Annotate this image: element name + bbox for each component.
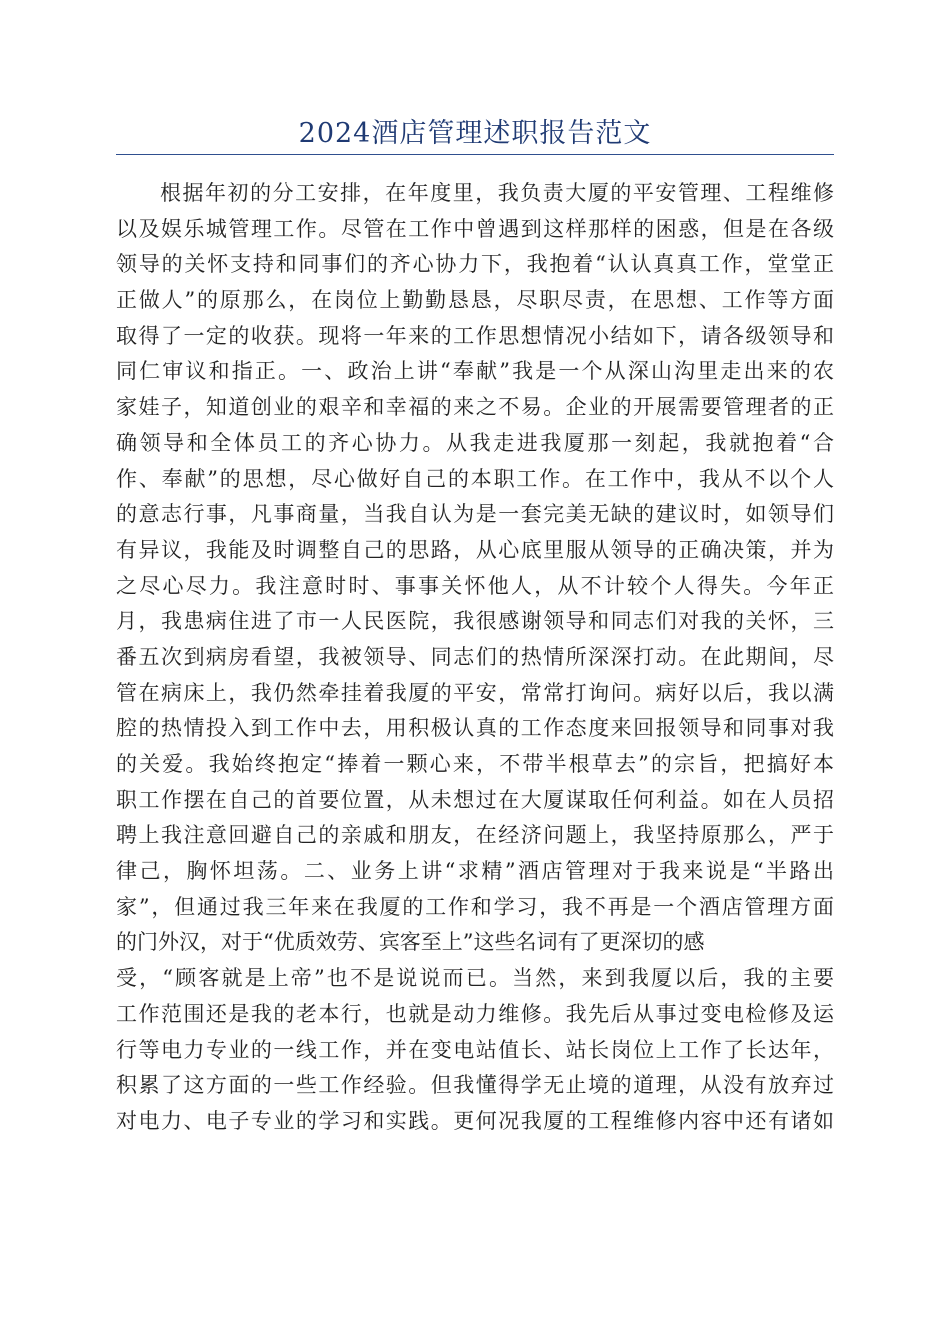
- body-line: 聘上我注意回避自己的亲戚和朋友，在经济问题上，我坚持原那么，严于: [116, 823, 834, 848]
- body-line: 腔的热情投入到工作中去，用积极认真的工作态度来回报领导和同事对我: [116, 716, 834, 741]
- body-line: 根据年初的分工安排，在年度里，我负责大厦的平安管理、工程维修: [160, 181, 834, 205]
- body-line: 番五次到病房看望，我被领导、同志们的热情所深深打动。在此期间，尽: [116, 644, 834, 669]
- body-line: 的意志行事，凡事商量，当我自认为是一套完美无缺的建议时，如领导们: [116, 502, 834, 527]
- body-line: 工作范围还是我的老本行，也就是动力维修。我先后从事过变电检修及运: [116, 1001, 834, 1026]
- body-line: 以及娱乐城管理工作。尽管在工作中曾遇到这样那样的困惑，但是在各级: [116, 216, 834, 241]
- body-line: 管在病床上，我仍然牵挂着我厦的平安，常常打询问。病好以后，我以满: [116, 680, 834, 705]
- body-line: 家”，但通过我三年来在我厦的工作和学习，我不再是一个酒店管理方面: [116, 894, 834, 919]
- document-title: 2024酒店管理述职报告范文: [298, 118, 652, 149]
- body-line: 月，我患病住进了市一人民医院，我很感谢领导和同志们对我的关怀，三: [116, 609, 834, 634]
- body-line: 正做人”的原那么，在岗位上勤勤恳恳，尽职尽责，在思想、工作等方面: [116, 288, 834, 313]
- body-line: 取得了一定的收获。现将一年来的工作思想情况小结如下，请各级领导和: [116, 323, 834, 348]
- body-line: 家娃子，知道创业的艰辛和幸福的来之不易。企业的开展需要管理者的正: [116, 395, 834, 420]
- body-line: 对电力、电子专业的学习和实践。更何况我厦的工程维修内容中还有诸如: [116, 1108, 834, 1133]
- body-line: 之尽心尽力。我注意时时、事事关怀他人，从不计较个人得失。今年正: [116, 573, 834, 598]
- body-line: 的门外汉，对于“优质效劳、宾客至上”这些名词有了更深切的感: [116, 930, 705, 955]
- body-line: 的关爱。我始终抱定“捧着一颗心来，不带半根草去”的宗旨，把搞好本: [116, 752, 834, 776]
- body-line: 有异议，我能及时调整自己的思路，从心底里服从领导的正确决策，并为: [116, 537, 834, 562]
- body-line: 领导的关怀支持和同事们的齐心协力下，我抱着“认认真真工作，堂堂正: [116, 252, 834, 277]
- body-line: 职工作摆在自己的首要位置，从未想过在大厦谋取任何利益。如在人员招: [116, 787, 834, 812]
- body-line: 同仁审议和指正。一、政治上讲“奉献”我是一个从深山沟里走出来的农: [116, 359, 834, 384]
- body-line: 行等电力专业的一线工作，并在变电站值长、站长岗位上工作了长达年，: [116, 1037, 834, 1062]
- body-line: 受，“顾客就是上帝”也不是说说而已。当然，来到我厦以后，我的主要: [116, 966, 834, 991]
- document-body: [116, 176, 834, 1140]
- title-underline: [116, 154, 834, 155]
- body-line: 积累了这方面的一些工作经验。但我懂得学无止境的道理，从没有放弃过: [116, 1073, 834, 1098]
- body-line: 作、奉献”的思想，尽心做好自己的本职工作。在工作中，我从不以个人: [116, 466, 834, 491]
- body-line: 律己，胸怀坦荡。二、业务上讲“求精”酒店管理对于我来说是“半路出: [116, 859, 834, 884]
- body-line: 确领导和全体员工的齐心协力。从我走进我厦那一刻起，我就抱着“合: [116, 430, 834, 455]
